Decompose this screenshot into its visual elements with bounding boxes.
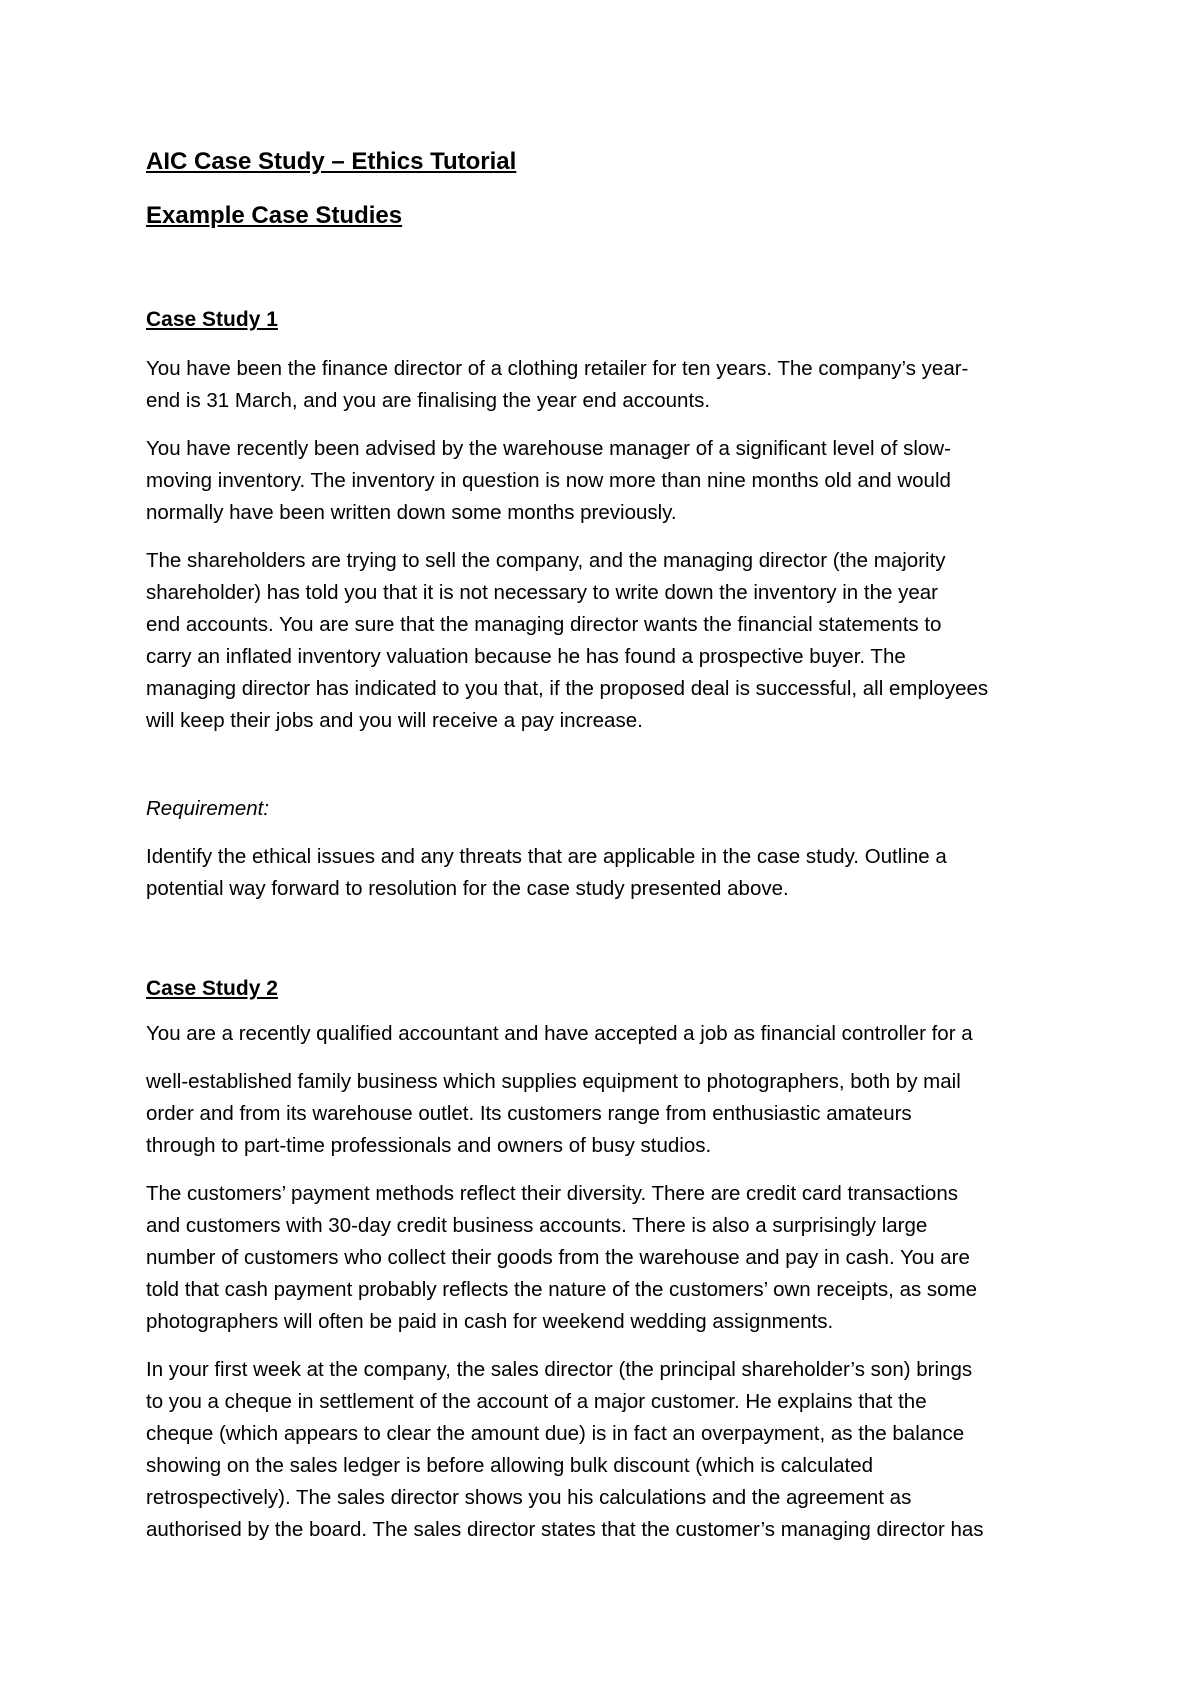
case-study-2-paragraph-3 [146, 1178, 1076, 1338]
text-line: shareholder) has told you that it is not necessary to write down the inventory in the year [146, 581, 938, 604]
document-subtitle: Example Case Studies [146, 202, 403, 229]
case-study-2-heading: Case Study 2 [146, 977, 278, 1000]
case-study-1-heading: Case Study 1 [146, 308, 278, 331]
case-study-1-paragraph-3 [146, 545, 1076, 737]
case-study-2 [146, 975, 1200, 1546]
case-study-2-paragraph-1 [146, 1018, 1076, 1050]
text-line: showing on the sales ledger is before allowing bulk discount (which is calculated [146, 1454, 874, 1477]
text-line: In your first week at the company, the sales director (the principal shareholder’s son) brings [146, 1358, 973, 1381]
case-study-1-requirement [146, 841, 1076, 905]
text-line: authorised by the board. The sales director states that the customer’s managing director has [146, 1518, 984, 1541]
text-line: number of customers who collect their goods from the warehouse and pay in cash. You are [146, 1246, 970, 1269]
text-line: managing director has indicated to you that, if the proposed deal is successful, all employees [146, 677, 989, 700]
text-line: told that cash payment probably reflects the nature of the customers’ own receipts, as some [146, 1278, 978, 1301]
text-line: The customers’ payment methods reflect their diversity. There are credit card transactions [146, 1182, 958, 1205]
case-study-1-paragraph-1 [146, 353, 1076, 417]
text-line: end is 31 March, and you are finalising the year end accounts. [146, 389, 711, 412]
case-study-1 [146, 306, 1200, 905]
text-line: end accounts. You are sure that the managing director wants the financial statements to [146, 613, 942, 636]
case-study-1-paragraph-2 [146, 433, 1076, 529]
case-study-2-paragraph-4 [146, 1354, 1076, 1546]
text-line: potential way forward to resolution for the case study presented above. [146, 877, 789, 900]
case-study-2-paragraph-2 [146, 1066, 1076, 1162]
text-line: You have been the finance director of a clothing retailer for ten years. The company’s year- [146, 357, 969, 380]
requirement-label: Requirement: [146, 797, 270, 820]
text-line: The shareholders are trying to sell the company, and the managing director (the majority [146, 549, 946, 572]
text-line: will keep their jobs and you will receive a pay increase. [146, 709, 643, 732]
text-line: order and from its warehouse outlet. Its customers range from enthusiastic amateurs [146, 1102, 912, 1125]
text-line: moving inventory. The inventory in question is now more than nine months old and would [146, 469, 951, 492]
text-line: well-established family business which supplies equipment to photographers, both by mail [146, 1070, 961, 1093]
text-line: and customers with 30-day credit business accounts. There is also a surprisingly large [146, 1214, 928, 1237]
text-line: carry an inflated inventory valuation because he has found a prospective buyer. The [146, 645, 906, 668]
text-line: cheque (which appears to clear the amount due) is in fact an overpayment, as the balance [146, 1422, 965, 1445]
text-line: to you a cheque in settlement of the account of a major customer. He explains that the [146, 1390, 927, 1413]
text-line: photographers will often be paid in cash for weekend wedding assignments. [146, 1310, 834, 1333]
text-line: Identify the ethical issues and any threats that are applicable in the case study. Outline a [146, 845, 947, 868]
text-line: You have recently been advised by the warehouse manager of a significant level of slow- [146, 437, 951, 460]
text-line: You are a recently qualified accountant and have accepted a job as financial controller for a [146, 1022, 973, 1045]
document-title: AIC Case Study – Ethics Tutorial [146, 148, 517, 175]
text-line: retrospectively). The sales director shows you his calculations and the agreement as [146, 1486, 912, 1509]
text-line: through to part-time professionals and owners of busy studios. [146, 1134, 712, 1157]
text-line: normally have been written down some months previously. [146, 501, 677, 524]
